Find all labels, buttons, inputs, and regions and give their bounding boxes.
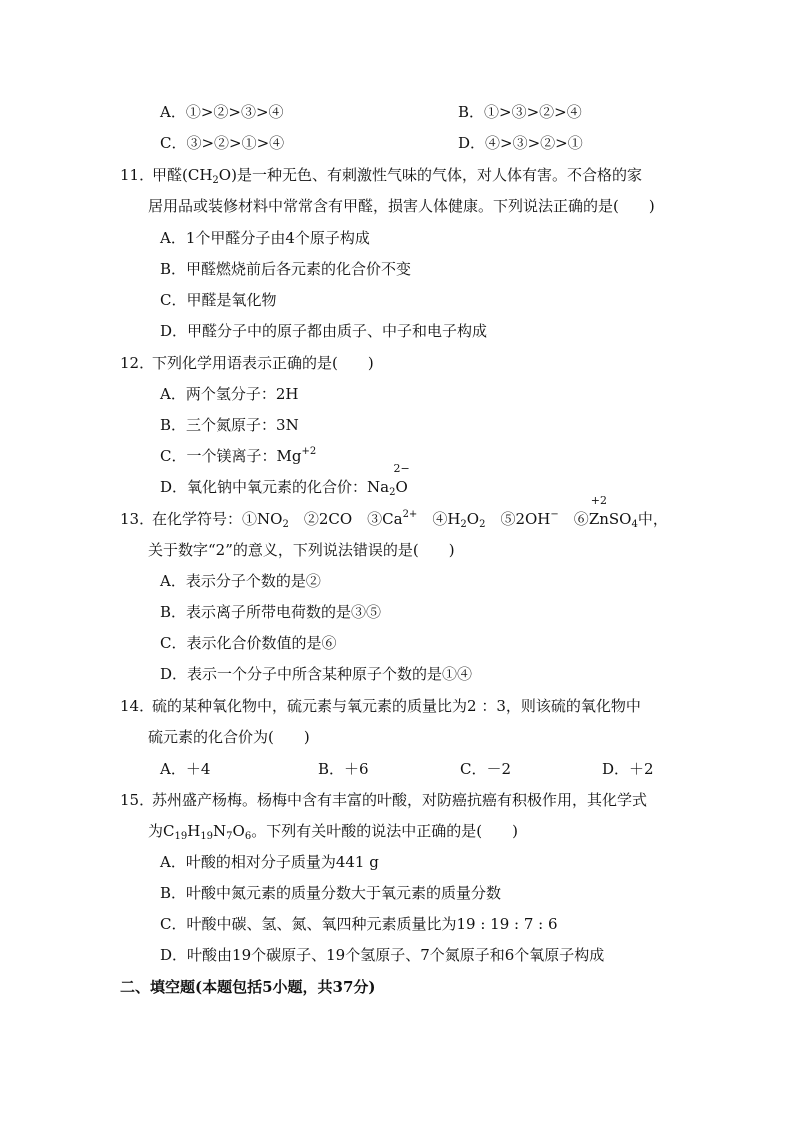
q13-number: 13．: [120, 510, 155, 528]
q10-option-d: D．④>③>②>①: [458, 134, 583, 152]
q13-stem-line1: [120, 494, 668, 530]
q10-option-b: B．①>③>②>④: [458, 103, 582, 121]
q15-formula-sub: 19: [200, 831, 214, 842]
q12-text: 下列化学用语表示正确的是( ): [152, 354, 374, 372]
q11-number: 11．: [120, 166, 155, 184]
q11-option-b: B．甲醛燃烧前后各元素的化合价不变: [160, 260, 412, 278]
q13-subscript: 4: [631, 519, 638, 530]
q15-text: 苏州盛产杨梅。杨梅中含有丰富的叶酸，对防癌抗癌有积极作用，其化学式: [152, 791, 648, 809]
q13-text: ②2CO ③Ca: [288, 510, 403, 528]
q13-text: SO: [608, 510, 632, 528]
q15-formula-el: N: [213, 822, 227, 840]
q11-stem-line2: 居用品或装修材料中常常含有甲醛，损害人体健康。下列说法正确的是( ): [148, 197, 655, 215]
q13-superscript: 2+: [402, 509, 418, 520]
q12-option-d-element: O: [395, 478, 408, 496]
q13-option-d: D．表示一个分子中所含某种原子个数的是①④: [160, 665, 473, 683]
q15-option-b: B．叶酸中氮元素的质量分数大于氧元素的质量分数: [160, 884, 502, 902]
q14-option-a: A．＋4: [160, 760, 211, 778]
q15-formula-sub: 19: [174, 831, 188, 842]
q14-option-b: B．＋6: [318, 760, 369, 778]
q14-option-c: C．－2: [460, 760, 512, 778]
q13-zinc-valence: +2: [590, 494, 607, 507]
q12-option-a: A．两个氢分子：2H: [160, 385, 299, 403]
q13-text: 在化学符号：①NO: [152, 510, 283, 528]
q15-stem-line1: [120, 790, 647, 810]
q13-superscript: −: [550, 509, 559, 520]
q13-zinc-element: Zn: [588, 510, 609, 528]
q12-option-b: B．三个氮原子：3N: [160, 416, 299, 434]
q12-option-c-text: C．一个镁离子：Mg: [160, 447, 302, 465]
q11-option-c: C．甲醛是氧化物: [160, 291, 277, 309]
q11-option-d: D．甲醛分子中的原子都由质子、中子和电子构成: [160, 322, 488, 340]
q13-option-c: C．表示化合价数值的是⑥: [160, 634, 337, 652]
q13-text: 中，: [637, 510, 668, 528]
q13-stem-line2: 关于数字“2”的意义，下列说法错误的是( ): [148, 541, 455, 559]
q14-option-d: D．＋2: [602, 760, 654, 778]
q15-stem-line2: [148, 821, 518, 841]
q12-number: 12．: [120, 354, 155, 372]
q12-option-d-oxygen: [393, 462, 410, 497]
q11-subscript: 2: [212, 175, 219, 186]
q13-text: ⑥: [558, 510, 589, 528]
q13-zinc: [588, 494, 609, 529]
q13-subscript: 2: [460, 519, 467, 530]
q15-option-a: A．叶酸的相对分子质量为441 g: [160, 853, 379, 871]
q10-option-a: A．①>②>③>④: [160, 103, 284, 121]
q15-formula-sub: 6: [244, 831, 252, 842]
q14-stem-line2: 硫元素的化合价为( ): [148, 728, 310, 746]
q15-option-c: C．叶酸中碳、氢、氮、氧四种元素质量比为19 : 19 : 7 : 6: [160, 915, 558, 933]
q13-option-a: A．表示分子个数的是②: [160, 572, 321, 590]
q11-stem-line1: [120, 165, 642, 185]
q15-text: 。下列有关叶酸的说法中正确的是( ): [251, 822, 518, 840]
q15-formula-sub: 7: [226, 831, 233, 842]
q11-text: O)是一种无色、有刺激性气味的气体，对人体有害。不合格的家: [218, 166, 642, 184]
q15-formula-el: O: [232, 822, 245, 840]
q12-stem: [120, 353, 374, 373]
q12-option-c: [160, 446, 316, 466]
q13-text: ④H: [417, 510, 461, 528]
q10-option-c: C．③>②>①>④: [160, 134, 285, 152]
q12-option-d-valence: 2−: [393, 462, 410, 475]
q11-option-a: A．1个甲醛分子由4个原子构成: [160, 229, 370, 247]
q12-option-d: [160, 462, 410, 498]
q14-stem-line1: [120, 696, 641, 716]
q13-option-b: B．表示离子所带电荷数的是③⑤: [160, 603, 382, 621]
q15-text: 为C: [148, 822, 175, 840]
q13-text: O: [466, 510, 480, 528]
q15-formula-el: H: [187, 822, 201, 840]
section-heading: 二、填空题(本题包括5小题，共37分): [120, 978, 376, 996]
q14-number: 14．: [120, 697, 155, 715]
q12-option-c-charge: +2: [301, 446, 317, 457]
q15-option-d: D．叶酸由19个碳原子、19个氢原子、7个氮原子和6个氧原子构成: [160, 946, 605, 964]
q12-option-d-text: D．氧化钠中氧元素的化合价：Na: [160, 478, 390, 496]
q14-text: 硫的某种氧化物中，硫元素与氧元素的质量比为2 ：3，则该硫的氧化物中: [152, 697, 641, 715]
q12-option-d-subscript: 2: [389, 487, 396, 498]
q11-text: 甲醛(CH: [152, 166, 213, 184]
q13-subscript: 2: [282, 519, 289, 530]
q15-number: 15．: [120, 791, 155, 809]
q13-subscript: 2: [479, 519, 486, 530]
q13-text: ⑤2OH: [485, 510, 551, 528]
